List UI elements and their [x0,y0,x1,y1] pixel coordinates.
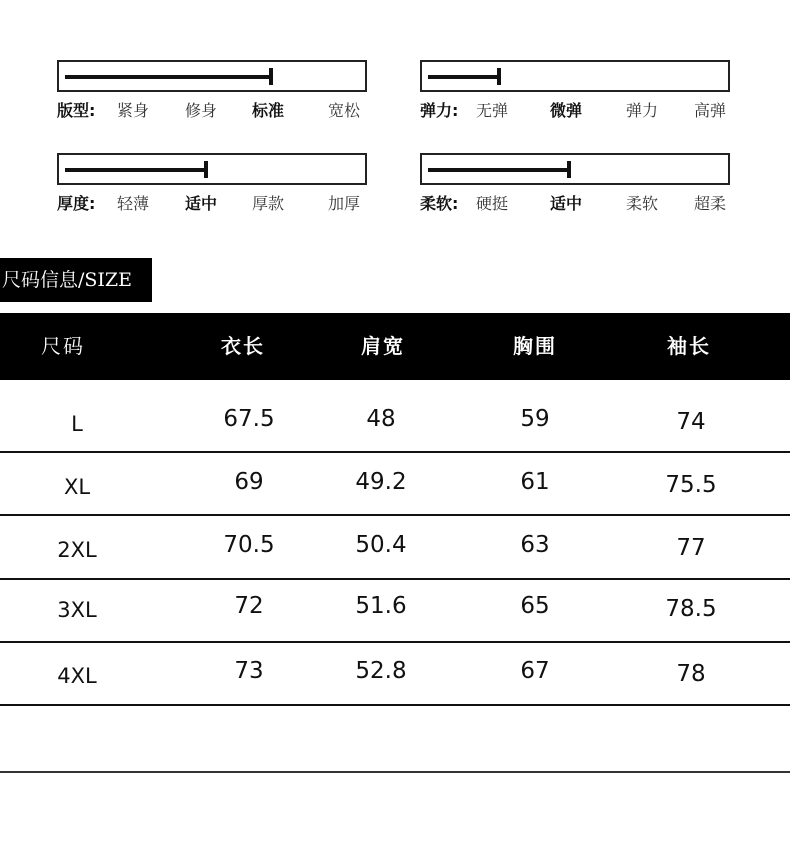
softness-option-2: 适中 [550,194,583,213]
softness-scale-fill [428,168,569,172]
softness-option-4: 超柔 [694,194,727,213]
table-bottom-border [0,771,790,773]
sleeve-cell: 74 [676,409,706,435]
table-row [0,580,790,642]
thickness-option-3: 厚款 [252,194,285,213]
elasticity-option-2: 微弹 [550,101,583,120]
shoulder-cell: 51.6 [355,593,407,619]
elasticity-scale-fill [428,75,499,79]
table-row [0,516,790,578]
size-table-header [0,313,790,380]
thickness-option-4: 加厚 [328,194,361,213]
thickness-scale-marker [204,161,208,178]
thickness-option-1: 轻薄 [117,194,150,213]
table-row [0,390,790,452]
size-cell: XL [63,475,91,499]
fit-option-1: 紧身 [117,101,150,120]
softness-option-1: 硬挺 [476,194,509,213]
fit-scale-fill [65,75,271,79]
length-cell: 70.5 [223,532,275,558]
elasticity-option-4: 高弹 [694,101,727,120]
length-cell: 72 [234,593,264,619]
size-cell: L [71,412,83,436]
softness-label: 柔软: [420,194,459,213]
length-cell: 69 [234,469,264,495]
sleeve-cell: 78.5 [665,596,717,622]
chest-cell: 65 [520,593,550,619]
sleeve-cell: 75.5 [665,472,717,498]
elasticity-scale-bar [420,60,730,92]
elasticity-scale-marker [497,68,501,85]
size-cell: 2XL [57,538,97,562]
shoulder-cell: 48 [366,406,396,432]
chest-cell: 59 [520,406,550,432]
sleeve-cell: 77 [676,535,706,561]
elasticity-option-3: 弹力 [626,101,659,120]
row-divider [0,704,790,706]
sleeve-cell: 78 [676,661,706,687]
chest-cell: 67 [520,658,550,684]
fit-option-3: 标准 [252,101,285,120]
header-shoulder: 肩宽 [361,334,405,358]
softness-option-3: 柔软 [626,194,659,213]
table-row [0,453,790,515]
length-cell: 67.5 [223,406,275,432]
thickness-scale-fill [65,168,206,172]
header-size: 尺码 [41,334,85,358]
shoulder-cell: 52.8 [355,658,407,684]
table-row [0,643,790,705]
size-cell: 3XL [57,598,97,622]
length-cell: 73 [234,658,264,684]
elasticity-label: 弹力: [420,101,459,120]
softness-scale-marker [567,161,571,178]
thickness-option-2: 适中 [185,194,218,213]
header-chest: 胸围 [513,334,557,358]
fit-scale-bar [57,60,367,92]
chest-cell: 61 [520,469,550,495]
elasticity-option-1: 无弹 [476,101,509,120]
header-sleeve: 袖长 [667,334,711,358]
shoulder-cell: 50.4 [355,532,407,558]
thickness-label: 厚度: [57,194,96,213]
chest-cell: 63 [520,532,550,558]
size-section-title: 尺码信息/SIZE [0,258,152,302]
fit-option-4: 宽松 [328,101,361,120]
fit-label: 版型: [57,101,96,120]
softness-scale-bar [420,153,730,185]
shoulder-cell: 49.2 [355,469,407,495]
thickness-scale-bar [57,153,367,185]
fit-scale-marker [269,68,273,85]
size-cell: 4XL [57,664,97,688]
header-length: 衣长 [221,334,265,358]
fit-option-2: 修身 [185,101,218,120]
